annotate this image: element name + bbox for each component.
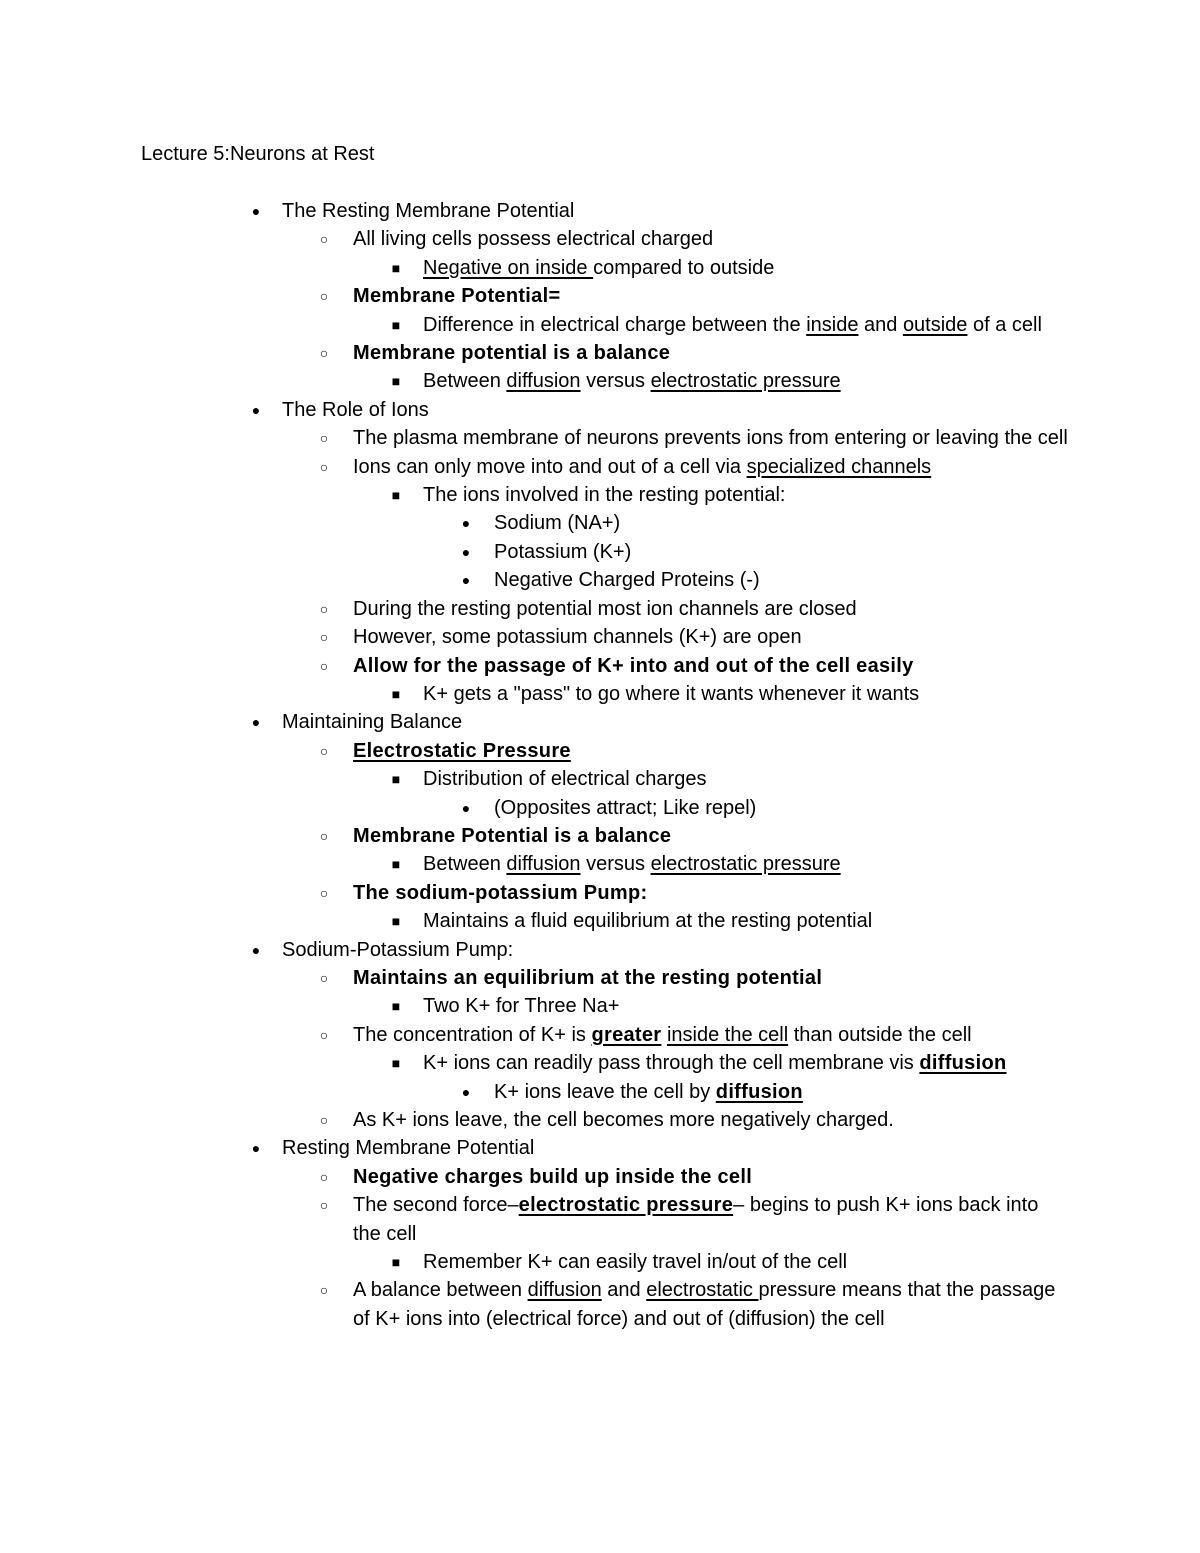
outline-item-level-3 [0, 1049, 1200, 1077]
outline-item-level-2 [0, 225, 1200, 253]
outline-item-text [353, 652, 1070, 680]
text-run: inside the cell [666, 1023, 789, 1046]
text-run: and [601, 1279, 647, 1302]
text-run: K+ ions can readily pass through the cell membrane vis [423, 1052, 920, 1075]
outline-item-text [423, 367, 1070, 395]
outline-item-level-1 [0, 936, 1200, 964]
text-run: diffusion [506, 853, 581, 876]
text-run: diffusion [527, 1279, 602, 1302]
outline-item-level-2 [0, 339, 1200, 367]
square-bullet-icon: ■ [391, 1055, 401, 1072]
hollow-circle-bullet-icon: ○ [319, 629, 329, 646]
text-run: The sodium-potassium Pump: [353, 881, 648, 904]
outline-item-text [353, 1106, 1070, 1134]
outline-item-text [423, 907, 1070, 935]
text-run: However, some potassium channels (K+) are open [353, 626, 802, 649]
hollow-circle-bullet-icon: ○ [319, 1112, 329, 1128]
text-run: Negative charges build up inside the cell [353, 1165, 753, 1188]
hollow-circle-bullet-icon: ○ [319, 657, 329, 674]
text-run: The Role of Ions [282, 398, 429, 421]
square-bullet-icon: ■ [391, 913, 401, 930]
outline-item-text [423, 992, 1070, 1020]
outline-item-level-3 [0, 367, 1200, 395]
outline-item-level-2 [0, 453, 1200, 481]
filled-circle-bullet-icon: ● [461, 1083, 471, 1100]
filled-circle-bullet-icon: ● [251, 941, 261, 958]
text-run: The ions involved in the resting potential: [423, 484, 786, 507]
text-run: Sodium-Potassium Pump: [282, 938, 514, 961]
outline-item-text [423, 1248, 1070, 1276]
outline-item-text [353, 1191, 1070, 1248]
outline-item-level-2 [0, 623, 1200, 651]
square-bullet-icon: ■ [391, 487, 401, 504]
text-run: diffusion [919, 1052, 1007, 1075]
outline-item-text [423, 254, 1070, 282]
filled-circle-bullet-icon: ● [461, 572, 471, 589]
filled-circle-bullet-icon: ● [461, 515, 471, 532]
notes-outline [0, 197, 1200, 1333]
text-run: electrostatic pressure [650, 370, 841, 393]
outline-item-level-2 [0, 424, 1200, 452]
outline-item-level-2 [0, 822, 1200, 850]
text-run: Ions can only move into and out of a cell via [353, 455, 747, 478]
hollow-circle-bullet-icon: ○ [319, 1282, 329, 1299]
outline-item-level-1 [0, 1134, 1200, 1162]
outline-item-text [353, 453, 1070, 481]
outline-item-text [353, 1276, 1070, 1333]
outline-item-text [353, 1163, 1070, 1191]
text-run: Membrane Potential is a balance [353, 824, 672, 847]
outline-item-level-1 [0, 396, 1200, 424]
hollow-circle-bullet-icon: ○ [319, 1026, 329, 1043]
outline-item-text [423, 481, 1070, 509]
text-run: Sodium (NA+) [494, 512, 621, 535]
text-run: electrostatic pressure [650, 853, 841, 876]
hollow-circle-bullet-icon: ○ [319, 969, 329, 986]
text-run: and [858, 313, 903, 336]
outline-item-level-3 [0, 765, 1200, 793]
hollow-circle-bullet-icon: ○ [319, 1197, 329, 1214]
square-bullet-icon: ■ [391, 771, 401, 788]
text-run: The concentration of K+ is [353, 1023, 592, 1046]
text-run: Two K+ for Three Na+ [423, 995, 620, 1018]
filled-circle-bullet-icon: ● [461, 799, 471, 816]
text-run: specialized channels [746, 455, 932, 478]
text-run: versus [580, 853, 651, 876]
outline-item-text [494, 509, 1070, 537]
text-run: compared to outside [593, 256, 775, 279]
outline-item-level-3 [0, 850, 1200, 878]
square-bullet-icon: ■ [391, 856, 401, 873]
text-run: Between [423, 370, 507, 393]
outline-item-level-4 [0, 794, 1200, 822]
text-run: versus [580, 370, 651, 393]
filled-circle-bullet-icon: ● [251, 1140, 261, 1157]
outline-item-level-3 [0, 992, 1200, 1020]
text-run: The second force– [353, 1194, 519, 1217]
outline-item-text [494, 794, 1070, 822]
outline-item-text [282, 197, 1070, 225]
text-run: Negative on inside [423, 256, 594, 279]
text-run: Maintaining Balance [282, 711, 463, 734]
text-run: Membrane Potential= [353, 285, 561, 308]
outline-item-text [353, 623, 1070, 651]
hollow-circle-bullet-icon: ○ [319, 430, 329, 447]
outline-item-level-4 [0, 538, 1200, 566]
filled-circle-bullet-icon: ● [251, 401, 261, 418]
text-run: of a cell [967, 313, 1042, 336]
text-run: As K+ ions leave, the cell becomes more negatively charged. [353, 1109, 894, 1131]
outline-item-level-4 [0, 566, 1200, 594]
outline-item-text [282, 708, 1070, 736]
outline-item-level-4 [0, 1078, 1200, 1106]
outline-item-text [282, 936, 1070, 964]
outline-item-level-2 [0, 652, 1200, 680]
hollow-circle-bullet-icon: ○ [319, 1168, 329, 1185]
outline-item-text [353, 964, 1070, 992]
text-run: K+ ions leave the cell by [494, 1080, 716, 1103]
outline-item-level-3 [0, 907, 1200, 935]
text-run: electrostatic [646, 1279, 759, 1302]
outline-item-text [353, 879, 1070, 907]
text-run: outside [902, 313, 968, 336]
text-run: than outside the cell [788, 1023, 972, 1046]
outline-item-level-3 [0, 311, 1200, 339]
text-run: pressure means that the passage of K+ ions into (electrical force) and out of (diffusion) the cell [353, 1279, 1056, 1330]
text-run: inside [806, 313, 859, 336]
text-run: All living cells possess electrical charged [353, 228, 714, 251]
outline-item-level-3 [0, 481, 1200, 509]
outline-item-level-2 [0, 737, 1200, 765]
outline-item-level-2 [0, 1163, 1200, 1191]
outline-item-text [494, 538, 1070, 566]
outline-item-level-1 [0, 708, 1200, 736]
outline-item-text [353, 595, 1070, 623]
text-run: diffusion [506, 370, 581, 393]
outline-item-text [353, 225, 1070, 253]
outline-item-text [423, 311, 1070, 339]
square-bullet-icon: ■ [391, 373, 401, 390]
outline-item-level-3 [0, 1248, 1200, 1276]
outline-item-text [282, 396, 1070, 424]
document-title: Lecture 5:Neurons at Rest [141, 143, 375, 165]
text-run: – begins to push K+ ions back into the cell [353, 1194, 1039, 1245]
square-bullet-icon: ■ [391, 1254, 401, 1271]
outline-item-level-2 [0, 1276, 1200, 1333]
outline-item-text [353, 424, 1070, 452]
filled-circle-bullet-icon: ● [461, 543, 471, 560]
filled-circle-bullet-icon: ● [251, 203, 261, 219]
outline-item-level-3 [0, 254, 1200, 282]
text-run: Allow for the passage of K+ into and out of the cell easily [353, 654, 914, 677]
outline-item-level-2 [0, 964, 1200, 992]
outline-item-text [423, 850, 1070, 878]
text-run: Potassium (K+) [494, 540, 632, 563]
text-run: The plasma membrane of neurons prevents ions from entering or leaving the cell [353, 427, 1068, 450]
outline-item-text [353, 339, 1070, 367]
outline-item-level-3 [0, 680, 1200, 708]
text-run: diffusion [715, 1080, 803, 1103]
hollow-circle-bullet-icon: ○ [319, 884, 329, 901]
text-run: Difference in electrical charge between the [423, 313, 807, 336]
text-run: A balance between [353, 1279, 528, 1302]
outline-item-level-2 [0, 879, 1200, 907]
outline-item-text [353, 822, 1070, 850]
outline-item-text [353, 282, 1070, 310]
outline-item-text [423, 680, 1070, 708]
outline-item-level-2 [0, 1191, 1200, 1248]
hollow-circle-bullet-icon: ○ [319, 742, 329, 759]
text-run: electrostatic pressure [518, 1194, 734, 1217]
text-run: Distribution of electrical charges [423, 768, 707, 791]
hollow-circle-bullet-icon: ○ [319, 345, 329, 362]
text-run: During the resting potential most ion channels are closed [353, 597, 857, 620]
hollow-circle-bullet-icon: ○ [319, 458, 329, 475]
hollow-circle-bullet-icon: ○ [319, 231, 329, 248]
outline-item-level-4 [0, 509, 1200, 537]
text-run: greater [591, 1023, 662, 1046]
text-run: Between [423, 853, 507, 876]
text-run: Remember K+ can easily travel in/out of the cell [423, 1251, 848, 1274]
outline-item-text [282, 1134, 1070, 1162]
outline-item-text [494, 1078, 1070, 1106]
hollow-circle-bullet-icon: ○ [319, 600, 329, 617]
outline-item-text [353, 737, 1070, 765]
outline-item-text [494, 566, 1070, 594]
outline-item-text [423, 765, 1070, 793]
text-run: Membrane potential is a balance [353, 342, 671, 365]
filled-circle-bullet-icon: ● [251, 714, 261, 731]
outline-item-level-2 [0, 282, 1200, 310]
outline-item-text [353, 1021, 1070, 1049]
text-run: Electrostatic Pressure [353, 739, 571, 762]
hollow-circle-bullet-icon: ○ [319, 827, 329, 844]
text-run: The Resting Membrane Potential [282, 200, 575, 222]
square-bullet-icon: ■ [391, 259, 401, 276]
square-bullet-icon: ■ [391, 685, 401, 702]
text-run: Resting Membrane Potential [282, 1137, 535, 1160]
outline-item-text [423, 1049, 1070, 1077]
text-run: Negative Charged Proteins (-) [494, 569, 760, 592]
text-run: (Opposites attract; Like repel) [494, 796, 757, 819]
text-run: K+ gets a "pass" to go where it wants whenever it wants [423, 682, 920, 705]
text-run: Maintains an equilibrium at the resting potential [353, 966, 823, 989]
text-run: Maintains a fluid equilibrium at the resting potential [423, 910, 873, 933]
square-bullet-icon: ■ [391, 316, 401, 333]
square-bullet-icon: ■ [391, 998, 401, 1015]
outline-item-level-2 [0, 1021, 1200, 1049]
outline-item-level-2 [0, 595, 1200, 623]
hollow-circle-bullet-icon: ○ [319, 288, 329, 305]
outline-item-level-1 [0, 197, 1200, 225]
outline-item-level-2 [0, 1106, 1200, 1134]
